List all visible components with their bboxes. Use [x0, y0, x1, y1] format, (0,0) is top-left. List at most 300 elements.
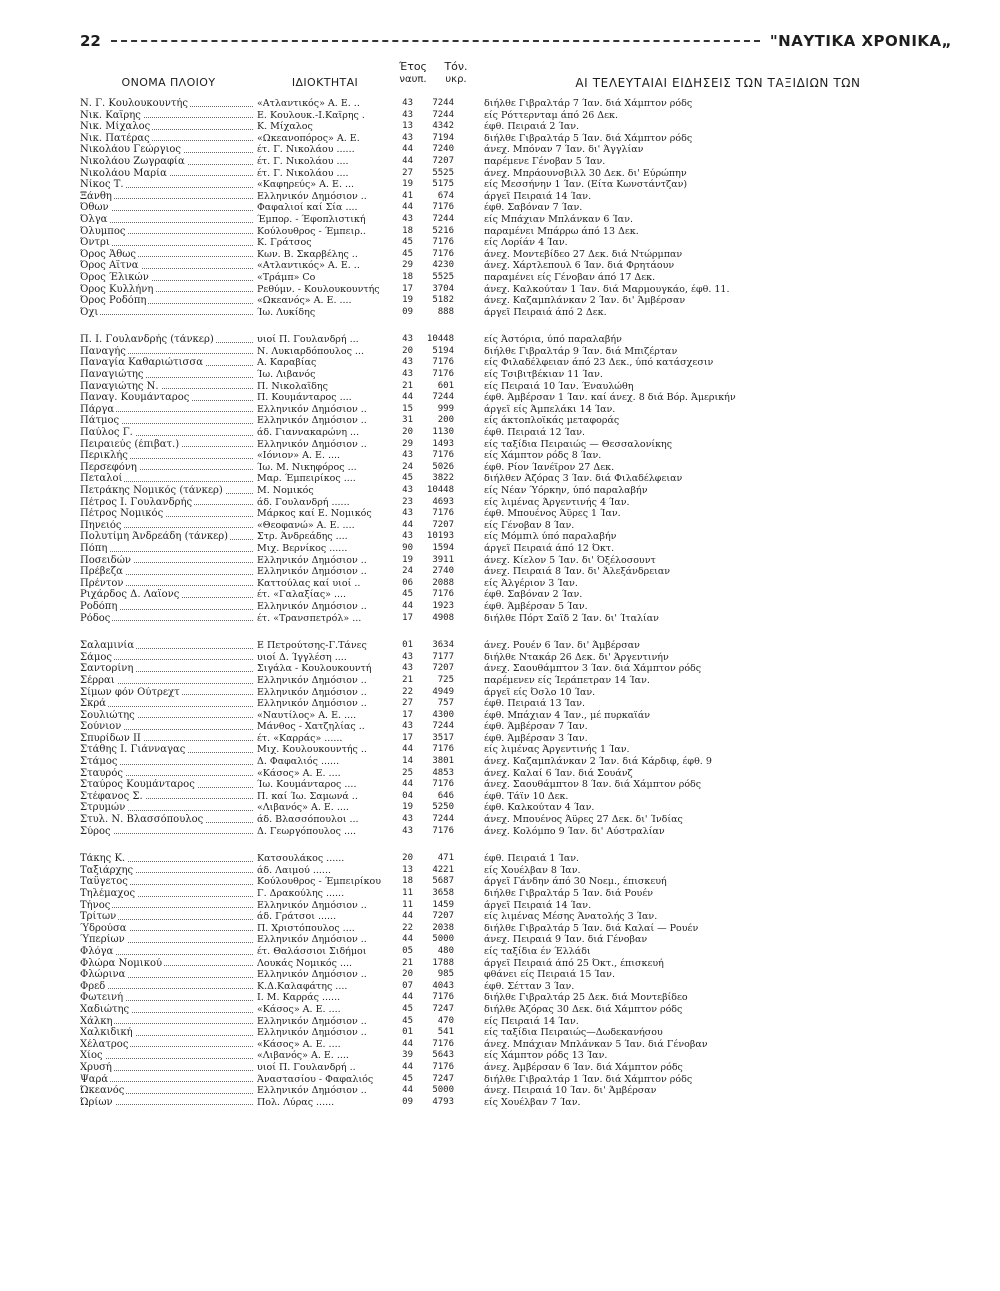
- ship-name-cell: [80, 439, 257, 451]
- owner: έτ. Γ. Νικολάου ....: [257, 167, 349, 179]
- build-year: 43: [402, 825, 413, 836]
- voyage-report: διήλθε Γιβραλτάρ 1 Ίαν. διά Χάμπτον ρόδς: [484, 1073, 693, 1085]
- ship-row: [80, 768, 952, 780]
- ship-group: [80, 334, 952, 624]
- tonnage: 3911: [432, 554, 454, 565]
- owner: Δ. Φαφαλιός ......: [257, 756, 340, 768]
- build-year: 17: [402, 732, 413, 743]
- voyage-report: άνεχ. Μπουένος Άϋρες 27 Δεκ. δι' Ίνδίας: [484, 814, 683, 826]
- tonnage: 1788: [432, 957, 454, 968]
- ship-name: Σταυρός: [80, 767, 123, 779]
- ship-name-cell: [80, 958, 257, 970]
- ship-name-cell: [80, 888, 257, 900]
- ship-row: [80, 1016, 952, 1028]
- tonnage: 646: [437, 790, 454, 801]
- ship-name: Ταΰγετος: [80, 876, 128, 888]
- ship-row: [80, 543, 952, 555]
- build-year: 22: [402, 922, 413, 933]
- ship-name-cell: [80, 853, 257, 865]
- build-year: 44: [402, 992, 413, 1003]
- ship-name-cell: [80, 462, 257, 474]
- tonnage: 4230: [432, 260, 454, 271]
- tonnage: 7207: [432, 911, 454, 922]
- tonnage: 7177: [432, 651, 454, 662]
- header-year-bottom: ναυπ.: [399, 74, 427, 85]
- ship-name: Σύρος: [80, 825, 111, 837]
- tonnage: 4043: [432, 980, 454, 991]
- owner: Ε Πετρούτσης-Γ.Τάνες: [257, 640, 367, 652]
- owner: Ελληνικόν Δημόσιον ..: [257, 686, 367, 698]
- owner: άδ. Λαιμού ......: [257, 864, 331, 876]
- ship-name-cell: [80, 1004, 257, 1016]
- ship-row: [80, 508, 952, 520]
- voyage-report: άργεΐ Πειραιά άπό 12 Όκτ.: [484, 542, 615, 554]
- ship-row: [80, 462, 952, 474]
- ship-name: Παναγιώτης Ν.: [80, 380, 159, 392]
- ship-name: Σουλιώτης: [80, 709, 135, 721]
- ship-name-cell: [80, 613, 257, 625]
- voyage-report: παρέμενεν είς Ίεράπετραν 14 Ίαν.: [484, 674, 650, 686]
- ship-name: Στάθης Ι. Γιάνναγας: [80, 744, 186, 756]
- ship-name: Χάλκη: [80, 1015, 113, 1027]
- ship-row: [80, 934, 952, 946]
- owner: έτ. Γ. Νικολάου ......: [257, 144, 355, 156]
- ship-name-cell: [80, 202, 257, 214]
- build-year: 18: [402, 876, 413, 887]
- voyage-report: έφθ. Ρίον Ίανέϊρον 27 Δεκ.: [484, 461, 615, 473]
- tonnage: 757: [437, 698, 454, 709]
- ship-row: [80, 578, 952, 590]
- voyage-report: άργεΐ Πειραιά άπό 25 Όκτ., έπισκευή: [484, 957, 664, 969]
- voyage-report: έφθ. Άμβέρσαν 7 Ίαν.: [484, 721, 588, 733]
- build-year: 44: [402, 392, 413, 403]
- build-year: 05: [402, 945, 413, 956]
- voyage-report: άργεΐ είς Όσλο 10 Ίαν.: [484, 686, 596, 698]
- owner: Ίω. Λυκίδης: [257, 306, 316, 318]
- ship-name: Πέτρος Ι. Γουλανδρής: [80, 496, 193, 508]
- ship-name-cell: [80, 826, 257, 838]
- ship-name-cell: [80, 284, 257, 296]
- tonnage: 7247: [432, 1073, 454, 1084]
- ship-name-cell: [80, 814, 257, 826]
- owner: Κούλουθρος - Έμπειρ..: [257, 225, 366, 237]
- tonnage: 1493: [432, 438, 454, 449]
- build-year: 44: [402, 744, 413, 755]
- ship-row: [80, 346, 952, 358]
- ship-name: Ρόδος: [80, 612, 111, 624]
- tonnage: 7176: [432, 237, 454, 248]
- tonnage: 7176: [432, 825, 454, 836]
- ship-row: [80, 415, 952, 427]
- ship-name: Ποσειδών: [80, 554, 131, 566]
- ship-row: [80, 900, 952, 912]
- owner: Κ.Δ.Καλαφάτης ....: [257, 980, 348, 992]
- build-year: 43: [402, 531, 413, 542]
- owner: Ίω. Μ. Νικηφόρος ...: [257, 461, 357, 473]
- ship-name: Στάμος: [80, 756, 118, 768]
- voyage-report: είς Πειραιά 14 Ίαν.: [484, 1015, 579, 1027]
- voyage-report: είς Χάμπτον ρόδς 13 Ίαν.: [484, 1050, 608, 1062]
- voyage-report: έφθ. Σαβόναν 7 Ίαν.: [484, 202, 583, 214]
- tonnage: 1130: [432, 427, 454, 438]
- build-year: 20: [402, 345, 413, 356]
- ship-name-cell: [80, 589, 257, 601]
- owner: Π. Νικολαΐδης: [257, 380, 328, 392]
- voyage-report: άνεχ. Καλκούταν 1 Ίαν. διά Μαρμουγκάο, έφθ. 11.: [484, 283, 730, 295]
- build-year: 11: [402, 888, 413, 898]
- build-year: 44: [402, 600, 413, 611]
- tonnage: 7176: [432, 357, 454, 368]
- ship-name-cell: [80, 543, 257, 555]
- ship-name-cell: [80, 214, 257, 226]
- ship-name-cell: [80, 144, 257, 156]
- tonnage: 4908: [432, 612, 454, 623]
- header-latest-news: ΑΙ ΤΕΛΕΥΤΑΙΑΙ ΕΙΔΗΣΕΙΣ ΤΩΝ ΤΑΞΙΔΙΩΝ ΤΩΝ: [575, 76, 861, 90]
- voyage-report: διήλθε Γιβραλτάρ 25 Δεκ. διά Μοντεβίδεο: [484, 992, 688, 1004]
- running-head: [80, 30, 952, 52]
- tonnage: 3634: [432, 640, 454, 651]
- voyage-report: έφθ. Μπάχιαν 4 Ίαν., μέ πυρκαϊάν: [484, 709, 651, 721]
- voyage-report: έφθ. Άμβέρσαν 5 Ίαν.: [484, 600, 588, 612]
- build-year: 19: [402, 295, 413, 306]
- ship-row: [80, 663, 952, 675]
- ship-name-cell: [80, 865, 257, 877]
- build-year: 44: [402, 1085, 413, 1096]
- build-year: 19: [402, 179, 413, 190]
- ship-name-cell: [80, 191, 257, 203]
- ship-name-cell: [80, 369, 257, 381]
- owner: «Κάσος» Α. Ε. ....: [257, 1003, 341, 1015]
- voyage-report: είς Λορίάν 4 Ίαν.: [484, 237, 568, 249]
- tonnage: 5687: [432, 876, 454, 887]
- ship-name-cell: [80, 1085, 257, 1097]
- ship-name: Όθων: [80, 202, 109, 214]
- owner: Σιγάλα - Κουλουκουντή: [257, 663, 372, 675]
- owner: Ι. Μ. Καρράς ......: [257, 992, 341, 1004]
- ship-name-cell: [80, 98, 257, 110]
- tonnage: 674: [437, 190, 454, 201]
- build-year: 17: [402, 283, 413, 294]
- ship-row: [80, 687, 952, 699]
- ship-name: Φλόγα: [80, 945, 114, 957]
- ship-name-cell: [80, 1062, 257, 1074]
- tonnage: 10193: [426, 531, 454, 542]
- build-year: 45: [402, 1015, 413, 1026]
- owner: υιοί Π. Γουλανδρή ...: [257, 334, 359, 346]
- build-year: 31: [402, 415, 413, 426]
- journal-title: "ΝΑΥΤΙΚΑ ΧΡΟΝΙΚΑ„: [769, 32, 952, 50]
- tonnage: 725: [437, 674, 454, 685]
- build-year: 90: [402, 542, 413, 553]
- ship-name-cell: [80, 640, 257, 652]
- ship-row: [80, 249, 952, 261]
- ship-name: Χρυσή: [80, 1061, 112, 1073]
- voyage-report: άνεχ. Μοντεβίδεο 27 Δεκ. διά Ντώρμπαν: [484, 248, 683, 260]
- ship-name: Παναγής: [80, 345, 126, 357]
- ship-name: Παύλος Γ.: [80, 427, 133, 439]
- ship-row: [80, 1027, 952, 1039]
- build-year: 45: [402, 248, 413, 259]
- ship-name: Στρυμών: [80, 802, 126, 814]
- ship-name: Πολυτίμη Άνδρεάδη (τάνκερ): [80, 531, 229, 543]
- ship-name-cell: [80, 663, 257, 675]
- ship-name: Ταξιάρχης: [80, 864, 134, 876]
- tonnage: 7194: [432, 132, 454, 143]
- ship-name: Σίμων φόν Ούτρεχτ: [80, 686, 180, 698]
- tonnage: 10448: [426, 485, 454, 495]
- tonnage: 3704: [432, 283, 454, 294]
- ship-name: Ώκεανός: [80, 1085, 125, 1097]
- voyage-report: διήλθεν Άζόρας 3 Ίαν. διά Φιλαδέλφειαν: [484, 473, 683, 485]
- ship-name: Παναγ. Κουμάνταρος: [80, 392, 190, 404]
- build-year: 24: [402, 461, 413, 472]
- owner: υιοί Π. Γουλανδρή ..: [257, 1061, 356, 1073]
- tonnage: 480: [437, 945, 454, 956]
- tonnage: 7244: [432, 109, 454, 120]
- tonnage: 2038: [432, 922, 454, 933]
- owner: Ελληνικόν Δημόσιον ..: [257, 1015, 367, 1027]
- voyage-report: άνεχ. Ρουέν 6 Ίαν. δι' Άμβέρσαν: [484, 640, 640, 652]
- ship-name-cell: [80, 721, 257, 733]
- ship-name-cell: [80, 1039, 257, 1051]
- build-year: 17: [402, 709, 413, 720]
- ship-row: [80, 485, 952, 497]
- header-tons-bottom: υκρ.: [445, 74, 467, 85]
- owner: έτ. Θαλάσσιοι Σιδήμοι: [257, 945, 367, 957]
- ship-name: Πηνειός: [80, 519, 122, 531]
- ship-row: [80, 589, 952, 601]
- owner: «Ατλαντικός» Α. Ε. ..: [257, 98, 360, 109]
- ship-row: [80, 179, 952, 191]
- ship-name-cell: [80, 923, 257, 935]
- tonnage: 7207: [432, 519, 454, 530]
- build-year: 43: [402, 508, 413, 519]
- voyage-report: έφθ. Πειραιά 1 Ίαν.: [484, 853, 580, 865]
- ship-row: [80, 853, 952, 865]
- owner: Ελληνικόν Δημόσιον ..: [257, 566, 367, 578]
- ship-name: Φλώρινα: [80, 969, 126, 981]
- ship-name: Σάμος: [80, 651, 112, 663]
- ship-name: Όντρι: [80, 237, 110, 249]
- owner: Π. Κουμάνταρος ....: [257, 392, 352, 404]
- voyage-report: είς Πειραιά 10 Ίαν. Έναυλώθη: [484, 380, 634, 392]
- ship-row: [80, 911, 952, 923]
- ship-row: [80, 923, 952, 935]
- build-year: 06: [402, 577, 413, 588]
- voyage-report: έφθ. Πειραιά 13 Ίαν.: [484, 698, 586, 710]
- build-year: 44: [402, 779, 413, 790]
- owner: Ελληνικόν Δημόσιον ..: [257, 934, 367, 946]
- owner: Ελληνικόν Δημόσιον ..: [257, 969, 367, 981]
- owner: «Λιβανός» Α. Ε. ....: [257, 1050, 349, 1062]
- owner: έτ. Γ. Νικολάου ....: [257, 155, 349, 167]
- tonnage: 10448: [426, 334, 454, 345]
- build-year: 20: [402, 427, 413, 438]
- voyage-report: διήλθε Γιβραλτάρ 5 Ίαν. διά Καλαί — Ρουέν: [484, 922, 699, 934]
- ship-name: Τάκης Κ.: [80, 853, 126, 865]
- voyage-report: είς Άλγέριον 3 Ίαν.: [484, 577, 578, 589]
- ship-name: Πειραιεύς (έπιβατ.): [80, 438, 180, 450]
- voyage-report: διήλθε Γιβραλτάρ 5 Ίαν. διά Χάμπτον ρόδς: [484, 132, 693, 144]
- ship-row: [80, 144, 952, 156]
- ship-name: Ν. Γ. Κουλουκουντής: [80, 98, 188, 109]
- build-year: 43: [402, 132, 413, 143]
- voyage-report: έφθ. Μπουένος Άϋρες 1 Ίαν.: [484, 508, 621, 520]
- ship-row: [80, 404, 952, 416]
- voyage-report: έφθ. Τάϊν 10 Δεκ.: [484, 790, 569, 802]
- ship-row: [80, 520, 952, 532]
- build-year: 13: [402, 864, 413, 875]
- build-year: 45: [402, 237, 413, 248]
- ship-row: [80, 531, 952, 543]
- tonnage: 7176: [432, 248, 454, 259]
- ship-row: [80, 450, 952, 462]
- owner: έτ. «Τρανσπετρόλ» ...: [257, 612, 362, 624]
- owner: Ελληνικόν Δημόσιον ..: [257, 438, 367, 450]
- ship-name-cell: [80, 156, 257, 168]
- voyage-report: διήλθε Πόρτ Σαΐδ 2 Ίαν. δι' Ίταλίαν: [484, 612, 659, 624]
- build-year: 44: [402, 1061, 413, 1072]
- ship-name: Σέρραι: [80, 674, 115, 686]
- header-rule: [111, 40, 760, 42]
- tonnage: 999: [437, 403, 454, 414]
- owner: Κων. Β. Σκαρβέλης ..: [257, 248, 358, 260]
- voyage-report: άργεΐ Πειραιά 14 Ίαν.: [484, 190, 592, 202]
- ship-name-cell: [80, 687, 257, 699]
- ship-name: Τηλέμαχος: [80, 888, 136, 899]
- owner: Κ. Γράτσος: [257, 237, 312, 249]
- voyage-report: άνεχ. Μπράουνσβιλλ 30 Δεκ. δι' Εύρώπην: [484, 167, 687, 179]
- build-year: 39: [402, 1050, 413, 1061]
- tonnage: 5525: [432, 167, 454, 178]
- voyage-report: είς Τσιβιτβέκιαν 11 Ίαν.: [484, 369, 603, 381]
- owner: Ελληνικόν Δημόσιον ..: [257, 403, 367, 415]
- ship-name-cell: [80, 992, 257, 1004]
- ship-name-cell: [80, 473, 257, 485]
- ship-row: [80, 121, 952, 133]
- ship-name-cell: [80, 779, 257, 791]
- ship-row: [80, 992, 952, 1004]
- ship-name: Ώρίων: [80, 1096, 113, 1108]
- tonnage: 5194: [432, 345, 454, 356]
- build-year: 21: [402, 380, 413, 391]
- voyage-report: άνεχ. Άμβέρσαν 6 Ίαν. διά Χάμπτον ρόδς: [484, 1061, 683, 1073]
- build-year: 21: [402, 674, 413, 685]
- voyage-report: είς Μόμπιλ ύπό παραλαβήν: [484, 531, 617, 543]
- tonnage: 7207: [432, 155, 454, 166]
- ship-name: Ροδόπη: [80, 600, 118, 612]
- ship-row: [80, 214, 952, 226]
- header-year-top: Έτος: [398, 60, 427, 73]
- ship-name: Νικολάου Γεώργιος: [80, 144, 181, 156]
- tonnage: 1459: [432, 899, 454, 910]
- ship-name-cell: [80, 450, 257, 462]
- ship-name: Πεταλοί: [80, 473, 123, 485]
- voyage-report: είς Χουέλβαν 8 Ίαν.: [484, 864, 581, 876]
- ship-name-cell: [80, 1097, 257, 1109]
- build-year: 18: [402, 271, 413, 282]
- ship-name-cell: [80, 969, 257, 981]
- ship-name: Πάτμος: [80, 415, 120, 427]
- build-year: 45: [402, 589, 413, 600]
- voyage-report: άργεΐ είς Άμπελάκι 14 Ίαν.: [484, 403, 616, 415]
- ship-name-cell: [80, 427, 257, 439]
- ship-name: Νίκος Τ.: [80, 179, 124, 191]
- owner: Ε. Κουλουκ.-Ι.Καΐρης .: [257, 109, 365, 121]
- build-year: 43: [402, 334, 413, 345]
- header-ship-name: ΟΝΟΜΑ ΠΛΟΙΟΥ: [121, 76, 216, 89]
- ship-name: Πετράκης Νομικός (τάνκερ): [80, 485, 223, 496]
- build-year: 43: [402, 369, 413, 380]
- owner: Έμπορ. - Έφοπλιστική: [257, 213, 366, 225]
- ship-name: Πρέντον: [80, 577, 124, 589]
- tonnage: 4693: [432, 496, 454, 507]
- voyage-report: άργεΐ Πειραιά 14 Ίαν.: [484, 899, 592, 911]
- ship-group: [80, 640, 952, 837]
- voyage-report: διήλθε Ντακάρ 26 Δεκ. δι' Άργεντινήν: [484, 651, 669, 663]
- owner: Ελληνικόν Δημόσιον ..: [257, 899, 367, 911]
- ship-name-cell: [80, 911, 257, 923]
- ship-name-cell: [80, 179, 257, 191]
- ship-row: [80, 566, 952, 578]
- ship-name: Φλώρα Νομικού: [80, 957, 163, 969]
- owner: «Λιβανός» Α. Ε. ....: [257, 802, 349, 814]
- ship-name-cell: [80, 946, 257, 958]
- owner: Δ. Γεωργόπουλος ....: [257, 825, 357, 837]
- voyage-report: έφθ. Άμβέρσαν 1 Ίαν. καί άνεχ. 8 διά Βόρ. Άμερικήν: [484, 392, 736, 404]
- ship-row: [80, 721, 952, 733]
- build-year: 11: [402, 899, 413, 910]
- owner: άδ. Γουλανδρή ......: [257, 496, 350, 508]
- ship-row: [80, 473, 952, 485]
- ship-name: Ψαρά: [80, 1073, 109, 1085]
- ship-group: [80, 853, 952, 1108]
- tonnage: 7176: [432, 744, 454, 755]
- voyage-report: άνεχ. Σαουθάμπτον 3 Ίαν. διά Χάμπτον ρόδς: [484, 663, 702, 675]
- ship-name: Πρέβεζα: [80, 566, 123, 578]
- voyage-report: άνεχ. Πειραιά 10 Ίαν. δι' Άμβέρσαν: [484, 1085, 657, 1097]
- owner: «Ωκεανοπόρος» Α. Ε.: [257, 132, 360, 144]
- ship-name: Τήνος: [80, 899, 111, 911]
- ship-name-cell: [80, 1074, 257, 1086]
- ship-name-cell: [80, 295, 257, 307]
- owner: Μ. Νομικός: [257, 485, 314, 496]
- ship-name-cell: [80, 237, 257, 249]
- voyage-report: άνεχ. Καζαμπλάνκαν 2 Ίαν. διά Κάρδιφ, έφθ. 9: [484, 756, 712, 768]
- ship-name-cell: [80, 1050, 257, 1062]
- voyage-report: είς λιμένας Μέσης Άνατολής 3 Ίαν.: [484, 911, 658, 923]
- ship-name-cell: [80, 1027, 257, 1039]
- build-year: 25: [402, 767, 413, 778]
- build-year: 27: [402, 698, 413, 709]
- tonnage: 7244: [432, 213, 454, 224]
- tonnage: 3517: [432, 732, 454, 743]
- page: [80, 30, 952, 1124]
- build-year: 22: [402, 686, 413, 697]
- owner: υιοί Δ. Ίγγλέση ....: [257, 651, 347, 663]
- voyage-report: έφθ. Καλκούταν 4 Ίαν.: [484, 802, 595, 814]
- ship-row: [80, 110, 952, 122]
- ship-name-cell: [80, 415, 257, 427]
- ship-row: [80, 272, 952, 284]
- voyage-report: είς ταξίδια Πειραιώς—Δωδεκανήσου: [484, 1027, 663, 1039]
- build-year: 44: [402, 934, 413, 945]
- voyage-report: διήλθε Άζόρας 30 Δεκ. διά Χάμπτον ρόδς: [484, 1003, 683, 1015]
- ship-row: [80, 555, 952, 567]
- owner: Α. Καραβίας: [257, 357, 317, 369]
- ship-name: Ριχάρδος Δ. Λαΐονς: [80, 589, 180, 601]
- ship-name: Όρος Κυλλήνη: [80, 283, 154, 295]
